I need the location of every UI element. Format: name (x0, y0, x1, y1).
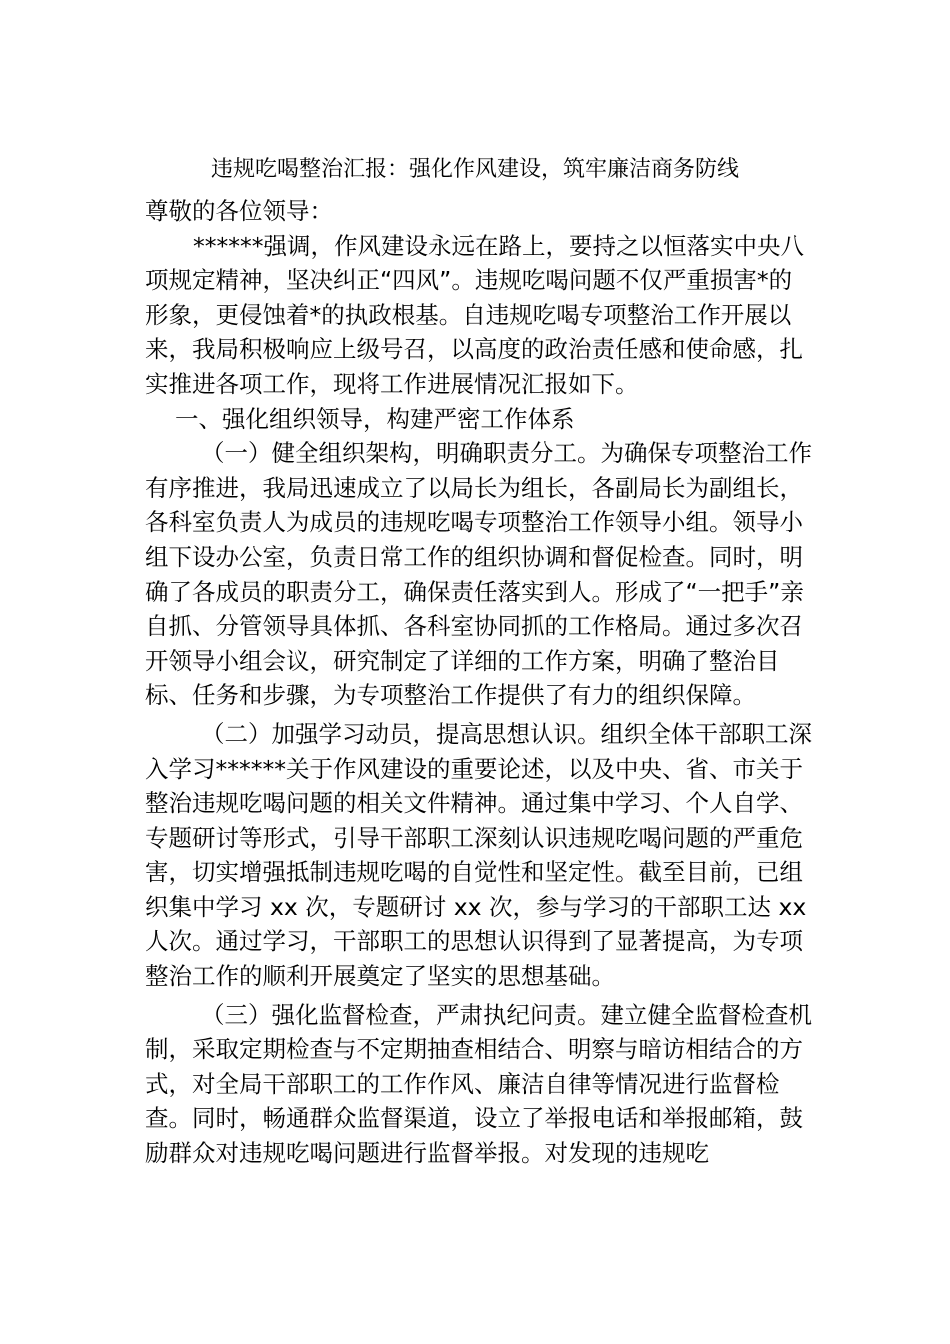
intro-paragraph: ******强调，作风建设永远在路上，要持之以恒落实中央八项规定精神，坚决纠正“四风”。违规吃喝问题不仅严重损害*的形象，更侵蚀着*的执政根基。自违规吃喝专项整治工作开展以来，我局积极响应上级号召，以高度的政治责任感和使命感，扎实推进各项工作，现将工作进展情况汇报如下。 (145, 231, 804, 398)
paragraph-item-3: （三）强化监督检查，严肃执纪问责。建立健全监督检查机制，采取定期检查与不定期抽查相结合、明察与暗访相结合的方式，对全局干部职工的工作作风、廉洁自律等情况进行监督检查。同时，畅通群众监督渠道，设立了举报电话和举报邮箱，鼓励群众对违规吃喝问题进行监督举报。对发现的违规吃 (145, 1000, 812, 1168)
salutation: 尊敬的各位领导： (145, 197, 333, 225)
document-title: 违规吃喝整治汇报：强化作风建设，筑牢廉洁商务防线 (210, 157, 739, 182)
section-heading-1: 一、强化组织领导，构建严密工作体系 (175, 404, 575, 433)
document-body (145, 194, 813, 1171)
paragraph-item-1: （一）健全组织架构，明确职责分工。为确保专项整治工作有序推进，我局迅速成立了以局长为组长，各副局长为副组长，各科室负责人为成员的违规吃喝专项整治工作领导小组。领导小组下设办公室，负责日常工作的组织协调和督促检查。同时，明确了各成员的职责分工，确保责任落实到人。形成了“一把手”亲自抓、分管领导具体抓、各科室协同抓的工作格局。通过多次召开领导小组会议，研究制定了详细的工作方案，明确了整治目标、任务和步骤，为专项整治工作提供了有力的组织保障。 (145, 439, 812, 710)
paragraph-item-2: （二）加强学习动员，提高思想认识。组织全体干部职工深入学习******关于作风建设的重要论述，以及中央、省、市关于整治违规吃喝问题的相关文件精神。通过集中学习、个人自学、专题研讨等形式，引导干部职工深刻认识违规吃喝问题的严重危害，切实增强抵制违规吃喝的自觉性和坚定性。截至目前，已组织集中学习 xx 次，专题研讨 xx 次，参与学习的干部职工达 xx 人次。通过学习，干部职工的思想认识得到了显著提高，为专项整治工作的顺利开展奠定了坚实的思想基础。 (145, 719, 812, 991)
